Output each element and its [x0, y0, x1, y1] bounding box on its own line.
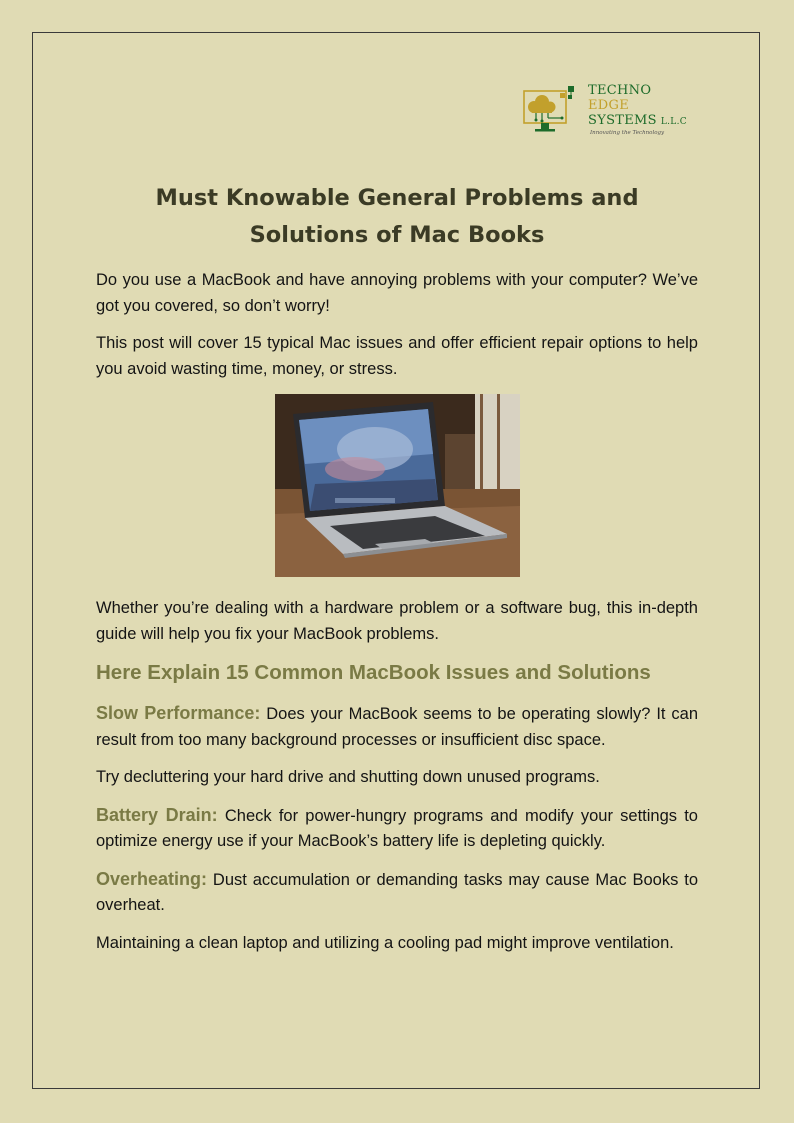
logo-text-systems-word: SYSTEMS — [588, 113, 657, 128]
issue-term: Battery Drain: — [96, 804, 218, 825]
intro-paragraph-2: This post will cover 15 typical Mac issues and offer efficient repair options to help you avoid wasting time, money, or stress. — [96, 334, 698, 378]
issue-term: Overheating: — [96, 868, 208, 889]
logo-text-llc: L.L.C — [660, 117, 687, 127]
article-body — [96, 180, 698, 968]
issue-overheating — [96, 867, 698, 919]
issue-overheating-followup: Maintaining a clean laptop and utilizing a cooling pad might improve ventilation. — [96, 933, 674, 952]
photo-container — [96, 394, 698, 582]
logo-cloud-monitor-icon — [522, 85, 584, 139]
issue-term: Slow Performance: — [96, 703, 261, 723]
issue-slow-performance — [96, 701, 698, 753]
logo-text-techno: TECHNO — [588, 83, 652, 98]
logo-text-systems — [588, 113, 687, 130]
issue-battery-drain — [96, 803, 698, 855]
section-heading: Here Explain 15 Common MacBook Issues and Solutions — [96, 661, 651, 684]
after-image-paragraph: Whether you’re dealing with a hardware problem or a software bug, this in-depth guide will help you fix your MacBook problems. — [96, 599, 698, 643]
issue-description: Does your MacBook seems to be operating slowly? It can result from too many background processes or insufficient disc space. — [96, 705, 698, 749]
intro-paragraph-1: Do you use a MacBook and have annoying problems with your computer? We’ve got you covered, so don’t worry! — [96, 271, 698, 315]
issue-slow-performance-followup: Try decluttering your hard drive and shutting down unused programs. — [96, 768, 600, 786]
macbook-photo — [275, 394, 520, 577]
issue-description: Check for power-hungry programs and modify your settings to optimize energy use if your MacBook’s battery life is depleting quickly. — [96, 806, 698, 850]
issue-description: Dust accumulation or demanding tasks may cause Mac Books to overheat. — [96, 870, 698, 914]
logo-tagline: Innovating the Technology — [590, 130, 665, 136]
page-title: Must Knowable General Problems and Solutions of Mac Books — [155, 185, 639, 248]
logo-wordmark — [588, 83, 687, 137]
company-logo — [522, 83, 702, 139]
logo-text-edge: EDGE — [588, 98, 629, 113]
